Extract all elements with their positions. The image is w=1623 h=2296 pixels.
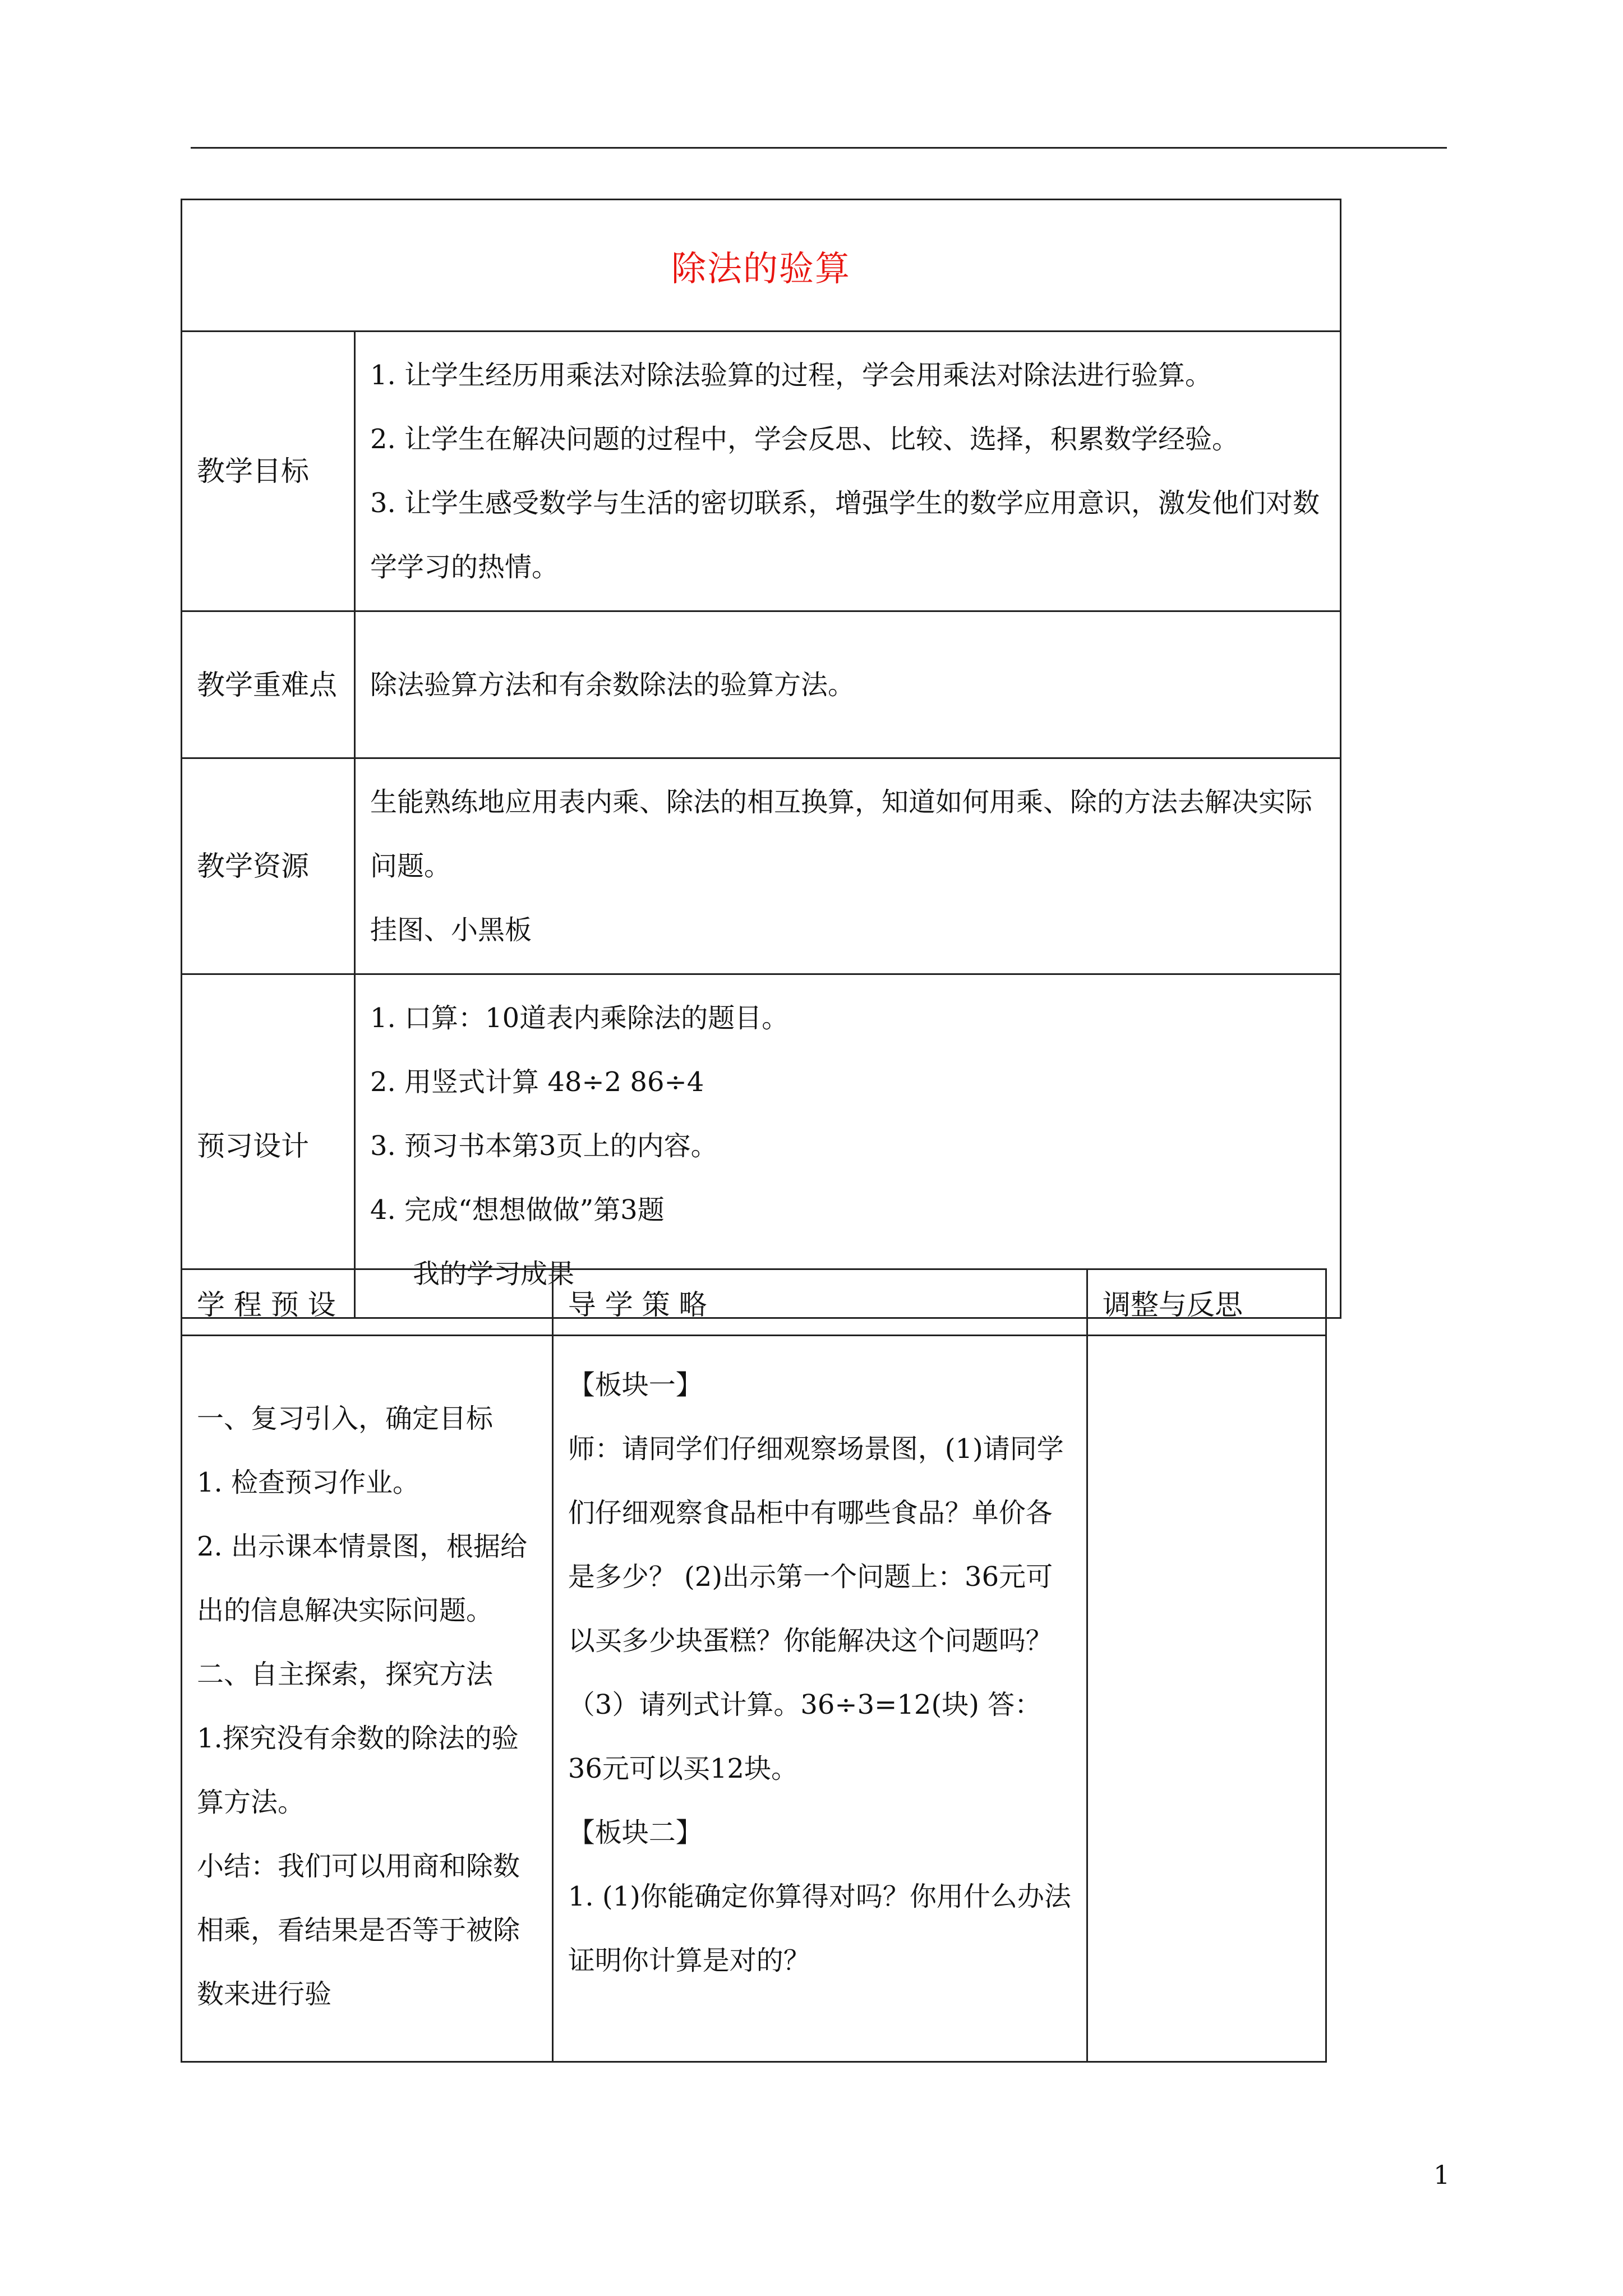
lesson-info-table (181, 199, 1341, 1319)
header-learning-process: 学 程 预 设 (182, 1269, 553, 1336)
reflection-content (1087, 1336, 1326, 2062)
objective-item: 3. 让学生感受数学与生活的密切联系，增强学生的数学应用意识，激发他们对数学学习的热情。 (370, 487, 1320, 583)
objective-item: 2. 让学生在解决问题的过程中，学会反思、比较、选择，积累数学经验。 (370, 424, 1239, 455)
section-heading: 【板块一】 (568, 1369, 703, 1401)
header-reflection: 调整与反思 (1087, 1269, 1326, 1336)
guidance-content (552, 1336, 1087, 2062)
row-label-resources: 教学资源 (182, 758, 355, 974)
title-cell (182, 200, 1341, 332)
row-label-preview: 预习设计 (182, 974, 355, 1318)
objectives-content (355, 332, 1341, 611)
resource-item: 挂图、小黑板 (370, 914, 532, 946)
resource-item: 生能熟练地应用表内乘、除法的相互换算，知道如何用乘、除的方法去解决实际问题。 (370, 786, 1313, 882)
header-guidance-strategy: 导 学 策 略 (552, 1269, 1087, 1336)
guidance-item: 1. (1)你能确定你算得对吗？你用什么办法证明你计算是对的？ (568, 1881, 1071, 1976)
document-title: 除法的验算 (671, 247, 851, 289)
guidance-item: 师：请同学们仔细观察场景图，(1)请同学们仔细观察食品柜中有哪些食品？单价各是多少？ (2)出示第一个问题上：36元可以买多少块蛋糕？你能解决这个问题吗？（3）请列式计算。36÷3=12(块) 答：36元可以买12块。 (568, 1433, 1064, 1784)
process-item: 1. 检查预习作业。 (197, 1467, 420, 1498)
preview-item: 1. 口算：10道表内乘除法的题目。 (370, 1002, 789, 1034)
preview-item: 我的学习成果 (413, 1258, 575, 1290)
preview-item: 3. 预习书本第3页上的内容。 (370, 1130, 718, 1162)
process-item: 一、复习引入，确定目标 (197, 1403, 494, 1434)
key-point-item: 除法验算方法和有余数除法的验算方法。 (370, 669, 855, 701)
learning-process-table (181, 1268, 1327, 2063)
preview-item: 4. 完成“想想做做”第3题 (370, 1194, 665, 1226)
row-label-key-points: 教学重难点 (182, 611, 355, 758)
process-item: 二、自主探索，探究方法 (197, 1659, 494, 1690)
process-item: 1.探究没有余数的除法的验算方法。 (197, 1723, 519, 1818)
resources-content (355, 758, 1341, 974)
header-rule (191, 147, 1447, 149)
objective-item: 1. 让学生经历用乘法对除法验算的过程，学会用乘法对除法进行验算。 (370, 360, 1212, 391)
preview-content (355, 974, 1341, 1318)
process-item: 2. 出示课本情景图，根据给出的信息解决实际问题。 (197, 1531, 528, 1626)
preview-item: 2. 用竖式计算 48÷2 86÷4 (370, 1066, 704, 1098)
key-points-content (355, 611, 1341, 758)
page-number: 1 (1433, 2160, 1450, 2190)
learning-process-content (182, 1336, 553, 2062)
row-label-objectives: 教学目标 (182, 332, 355, 611)
section-heading: 【板块二】 (568, 1817, 703, 1848)
process-item: 小结：我们可以用商和除数相乘，看结果是否等于被除数来进行验 (197, 1851, 520, 2010)
